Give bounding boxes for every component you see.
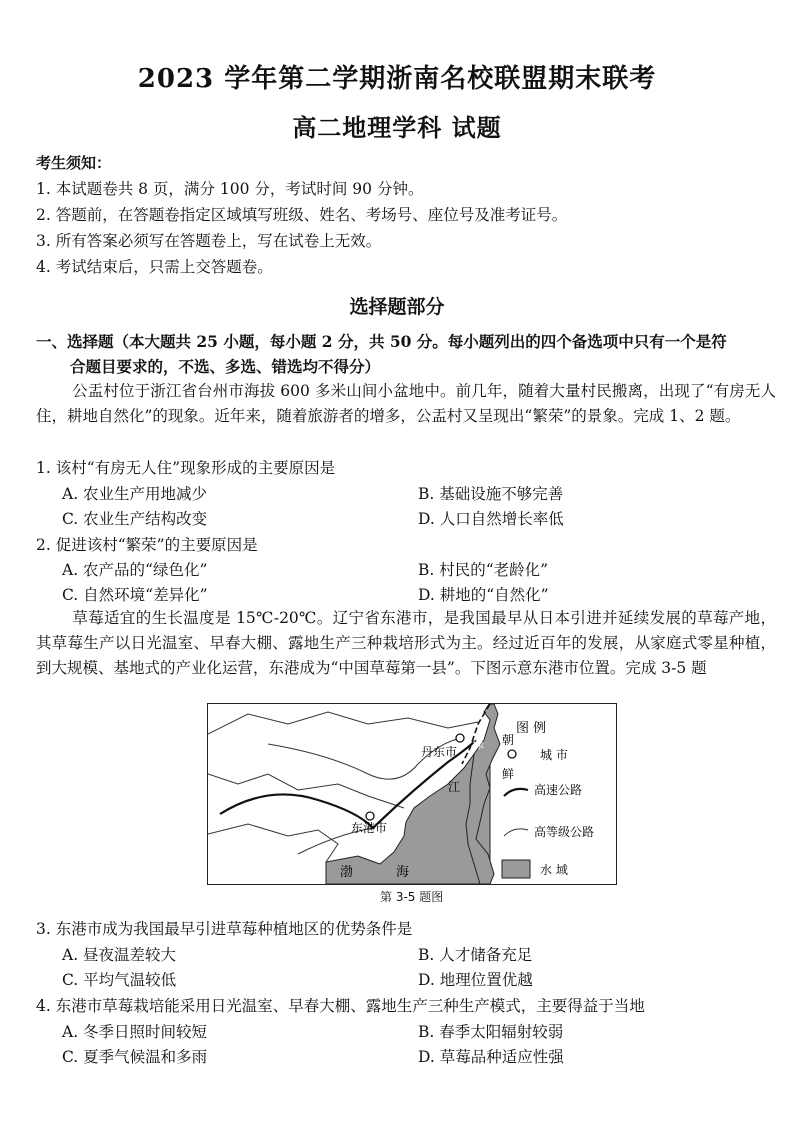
q1-option-b[interactable]: B. 基础设施不够完善 (418, 485, 564, 503)
passage-1-text: 公盂村位于浙江省台州市海拔 600 多米山间小盆地中。前几年，随着大量村民搬离，出现了“有房无人住，耕地自然化”的现象。近年来，随着旅游者的增多，公盂村又呈现出“繁荣”的景象。完成 1、2 题。 (36, 382, 776, 425)
question-1-stem: 1. 该村“有房无人住”现象形成的主要原因是 (36, 459, 336, 477)
passage-1 (36, 379, 776, 429)
legend-highway-icon (504, 829, 528, 836)
question-3-stem: 3. 东港市成为我国最早引进草莓种植地区的优势条件是 (36, 920, 413, 938)
notice-item: 1. 本试题卷共 8 页，满分 100 分，考试时间 90 分钟。 (36, 180, 424, 198)
exam-title: 2023 学年第二学期浙南名校联盟期末联考 (137, 64, 657, 94)
question-4-stem: 4. 东港市草莓栽培能采用日光温室、早春大棚、露地生产三种生产模式，主要得益于当地 (36, 997, 645, 1015)
label-korea-2: 鲜 (502, 767, 515, 781)
notice-item: 3. 所有答案必须写在答题卷上，写在试卷上无效。 (36, 232, 382, 250)
legend-expressway-label: 高速公路 (534, 783, 583, 797)
q3-option-b[interactable]: B. 人才储备充足 (418, 946, 533, 964)
q1-option-d[interactable]: D. 人口自然增长率低 (418, 510, 564, 528)
label-korea-1: 朝 (502, 733, 515, 747)
map-caption: 第 3-5 题图 (380, 890, 444, 904)
land-boundary-3 (208, 824, 338, 862)
legend-expressway-icon (504, 789, 528, 796)
q1-option-c[interactable]: C. 农业生产结构改变 (62, 510, 208, 528)
question-2-stem: 2. 促进该村“繁荣”的主要原因是 (36, 536, 258, 554)
passage-2 (36, 606, 776, 681)
legend-city-label: 城 市 (540, 748, 568, 762)
q4-option-a[interactable]: A. 冬季日照时间较短 (62, 1023, 208, 1041)
legend-city-icon (508, 750, 516, 758)
section-title: 选择题部分 (349, 296, 445, 318)
label-sea-1: 渤 (340, 865, 354, 880)
q2-option-b[interactable]: B. 村民的“老龄化” (418, 561, 549, 579)
q3-option-d[interactable]: D. 地理位置优越 (418, 971, 533, 989)
passage-2-text: 草莓适宜的生长温度是 15℃-20℃。辽宁省东港市，是我国最早从日本引进并延续发展的草莓产地，其草莓生产以日光温室、早春大棚、露地生产三种栽培形式为主。经过近百年的发展，从家庭式零星种植，到大规模、基地式的产业化运营，东港成为“中国草莓第一县”。下图示意东港市位置。完成 3-5 题 (36, 609, 776, 677)
q2-option-d[interactable]: D. 耕地的“自然化” (418, 586, 549, 604)
label-dandong: 丹东市 (421, 745, 458, 759)
label-river-top: 绿 (473, 738, 484, 751)
donggang-city-marker (366, 812, 374, 820)
q3-option-c[interactable]: C. 平均气温较低 (62, 971, 177, 989)
q1-option-a[interactable]: A. 农业生产用地减少 (62, 485, 208, 503)
label-donggang: 东港市 (351, 821, 388, 835)
label-sea-2: 海 (396, 865, 410, 880)
q4-option-d[interactable]: D. 草莓品种适应性强 (418, 1048, 564, 1066)
land-boundary-2 (208, 774, 404, 808)
q2-option-c[interactable]: C. 自然环境“差异化” (62, 586, 208, 604)
legend-water-label: 水 域 (540, 863, 568, 877)
label-river: 江 (448, 780, 461, 794)
legend-title: 图 例 (516, 721, 547, 736)
q2-option-a[interactable]: A. 农产品的“绿色化” (62, 561, 208, 579)
location-map (207, 703, 617, 885)
q3-option-a[interactable]: A. 昼夜温差较大 (62, 946, 177, 964)
land-boundary (208, 712, 478, 734)
part1-heading-cont: 合题目要求的，不选、多选、错选均不得分） (70, 357, 381, 376)
part1-heading: 一、选择题（本大题共 25 小题，每小题 2 分，共 50 分。每小题列出的四个备选项中只有一个是符 (36, 332, 727, 351)
map-svg (208, 704, 616, 884)
notice-heading: 考生须知： (36, 154, 112, 172)
notice-item: 2. 答题前，在答题卷指定区域填写班级、姓名、考场号、座位号及准考证号。 (36, 206, 568, 224)
legend-highway-label: 高等级公路 (534, 825, 595, 839)
exam-subtitle: 高二地理学科 试题 (292, 113, 502, 142)
q4-option-c[interactable]: C. 夏季气候温和多雨 (62, 1048, 208, 1066)
dandong-city-marker (456, 734, 464, 742)
q4-option-b[interactable]: B. 春季太阳辐射较弱 (418, 1023, 564, 1041)
legend-water-icon (502, 860, 530, 878)
notice-item: 4. 考试结束后，只需上交答题卷。 (36, 258, 273, 276)
